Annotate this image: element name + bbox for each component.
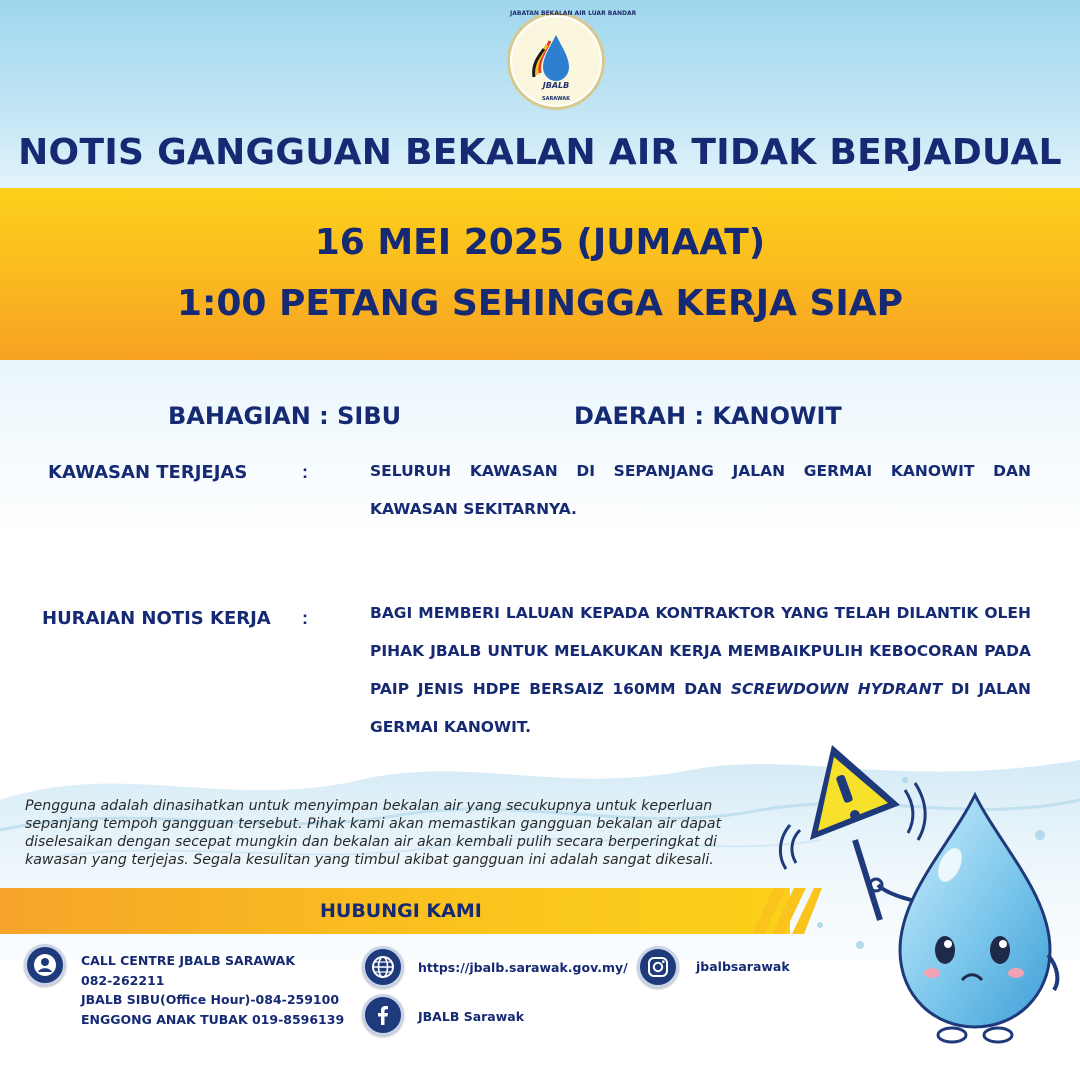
- division-label: BAHAGIAN : SIBU: [168, 402, 402, 430]
- work-notice-text-italic: SCREWDOWN HYDRANT: [730, 680, 943, 698]
- date-line: 16 MEI 2025 (JUMAAT): [314, 222, 766, 263]
- contact-heading: HUBUNGI KAMI: [320, 900, 482, 922]
- affected-area-text: SELURUH KAWASAN DI SEPANJANG JALAN GERMAI KANOWIT DAN KAWASAN SEKITARNYA.: [370, 462, 1031, 518]
- work-notice-separator: :: [302, 608, 308, 628]
- globe-icon: [362, 946, 404, 988]
- water-drop-mascot: [760, 735, 1070, 1055]
- phone-line-1: CALL CENTRE JBALB SARAWAK: [81, 953, 296, 968]
- work-notice-label: HURAIAN NOTIS KERJA: [42, 608, 271, 629]
- work-notice-text: [370, 594, 1031, 746]
- instagram-icon: [637, 946, 679, 988]
- website-link[interactable]: https://jbalb.sarawak.gov.my/: [418, 960, 628, 975]
- logo-center-text: JBALB: [542, 81, 570, 90]
- affected-area-label: KAWASAN TERJEJAS: [48, 462, 248, 483]
- phone-line-3[interactable]: JBALB SIBU(Office Hour)-084-259100: [81, 992, 340, 1007]
- advisory-text: Pengguna adalah dinasihatkan untuk menyimpan bekalan air yang secukupnya untuk keperluan sepanjang tempoh gangguan tersebut. Pihak kami akan memastikan gangguan bekalan air dapat diselesaikan dengan secepat mungkin dan bekalan air akan kembali pulih secara berperingkat di kawasan yang terjejas. Segala kesulitan yang timbul akibat gangguan ini adalah sangat dikesali.: [25, 798, 722, 868]
- notice-title: NOTIS GANGGUAN BEKALAN AIR TIDAK BERJADUAL: [18, 132, 1062, 173]
- logo-ring-text: JABATAN BEKALAN AIR LUAR BANDAR: [510, 10, 637, 17]
- work-notice-text-part1: BAGI MEMBERI LALUAN KEPADA KONTRAKTOR YANG TELAH DILANTIK OLEH PIHAK JBALB UNTUK MELAKUKAN KERJA MEMBAIKPULIH KEBOCORAN PADA PAIP JENIS HDPE BERSAIZ 160MM DAN: [370, 604, 1031, 698]
- affected-area-separator: :: [302, 462, 308, 482]
- time-line: 1:00 PETANG SEHINGGA KERJA SIAP: [176, 283, 904, 324]
- facebook-link[interactable]: JBALB Sarawak: [418, 1009, 525, 1024]
- facebook-icon: [362, 994, 404, 1036]
- district-label: DAERAH : KANOWIT: [574, 402, 842, 430]
- warning-sign-icon: [780, 745, 925, 920]
- work-notice-text-part2: DI JALAN GERMAI KANOWIT.: [370, 680, 1031, 736]
- jbalb-logo-icon: [510, 10, 637, 107]
- user-circle-icon: [24, 944, 66, 986]
- instagram-link[interactable]: jbalbsarawak: [696, 959, 790, 974]
- logo-bottom-text: SARAWAK: [541, 96, 571, 102]
- phone-line-2[interactable]: 082-262211: [81, 972, 165, 988]
- jbalb-logo: [507, 10, 637, 110]
- phone-line-4[interactable]: ENGGONG ANAK TUBAK 019-8596139: [81, 1011, 345, 1027]
- phone-contacts: [81, 951, 344, 1029]
- date-banner: [0, 188, 1080, 360]
